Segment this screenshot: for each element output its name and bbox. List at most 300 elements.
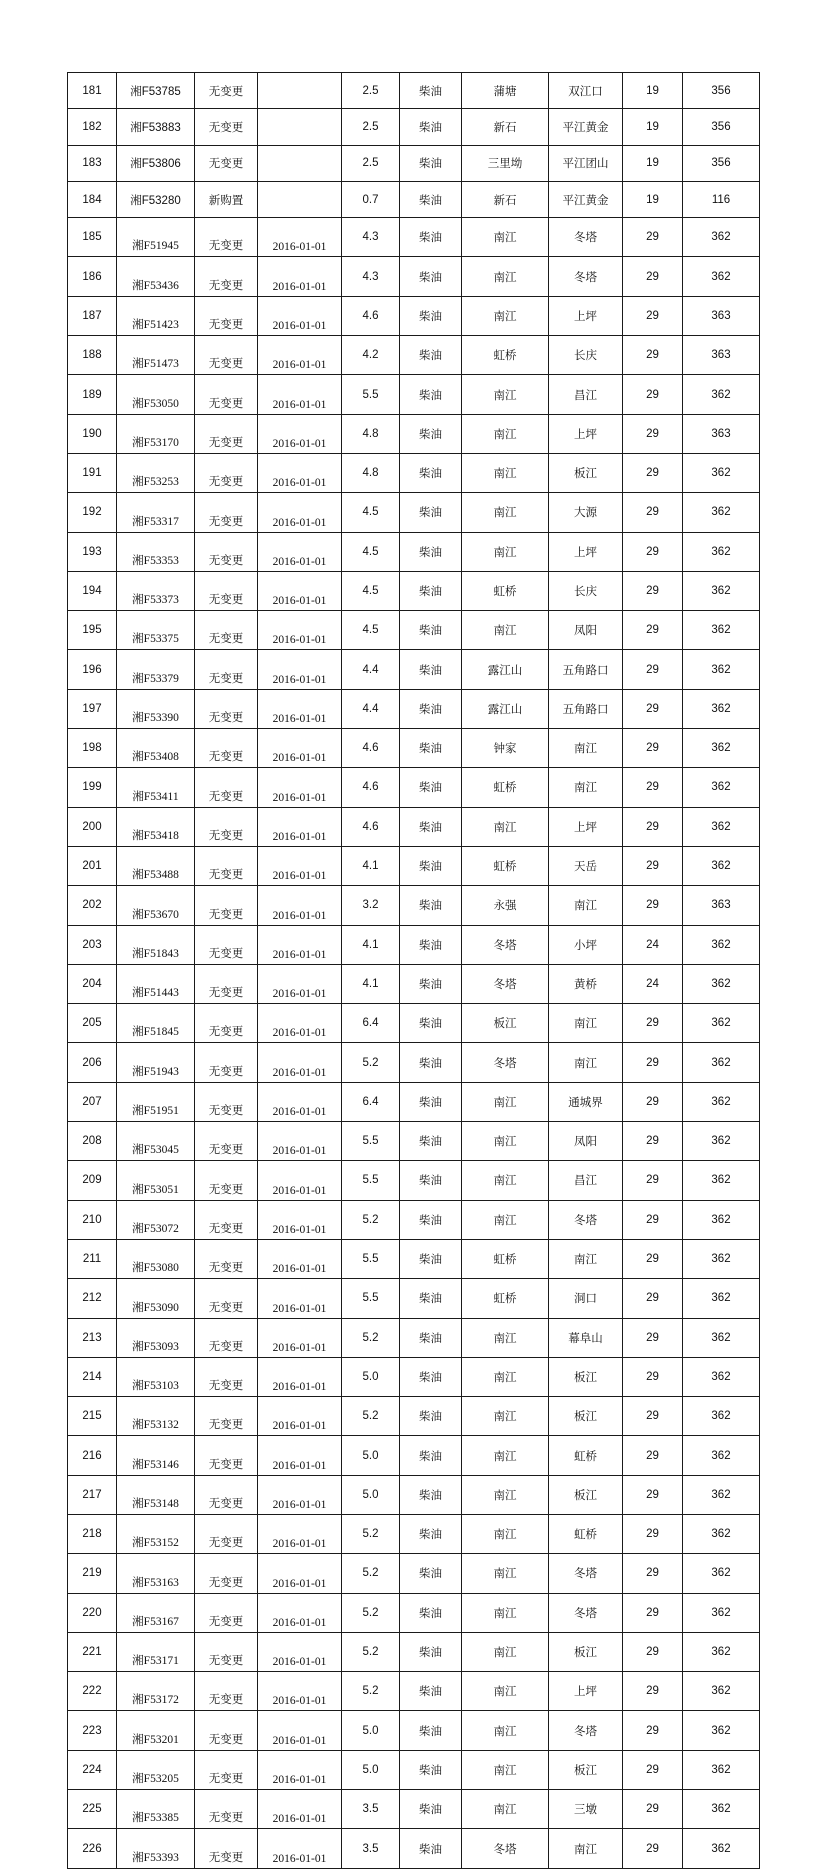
table-row [68,1004,760,1043]
tonnage-cell: 5.2 [342,1632,400,1671]
seats-cell: 29 [623,1004,683,1043]
distance-cell: 362 [683,964,760,1003]
table-row [68,1082,760,1121]
tonnage-cell: 5.0 [342,1475,400,1514]
seats-cell: 29 [623,1122,683,1161]
tonnage-cell: 5.5 [342,375,400,414]
plate-number-cell: 湘F53072 [117,1200,195,1239]
seats-cell: 29 [623,414,683,453]
date-cell: 2016-01-01 [258,1711,342,1750]
distance-cell: 362 [683,1632,760,1671]
table-row [68,846,760,885]
plate-number-cell: 湘F53045 [117,1122,195,1161]
seats-cell: 29 [623,807,683,846]
seats-cell: 29 [623,1790,683,1829]
tonnage-cell: 2.5 [342,109,400,145]
plate-number-cell: 湘F53171 [117,1632,195,1671]
date-cell: 2016-01-01 [258,1161,342,1200]
plate-number-cell: 湘F53253 [117,453,195,492]
table-row [68,768,760,807]
date-cell: 2016-01-01 [258,807,342,846]
distance-cell: 356 [683,73,760,109]
seats-cell: 29 [623,1672,683,1711]
distance-cell: 362 [683,1004,760,1043]
row-number-cell: 188 [68,336,117,375]
table-row [68,1632,760,1671]
table-row [68,145,760,181]
seats-cell: 29 [623,1514,683,1553]
plate-number-cell: 湘F53167 [117,1593,195,1632]
table-row [68,109,760,145]
destination-cell: 板江 [549,1357,623,1396]
seats-cell: 29 [623,453,683,492]
date-cell: 2016-01-01 [258,1750,342,1789]
tonnage-cell: 4.3 [342,257,400,296]
distance-cell: 363 [683,886,760,925]
seats-cell: 29 [623,1318,683,1357]
row-number-cell: 222 [68,1672,117,1711]
change-status-cell: 无变更 [195,145,258,181]
row-number-cell: 183 [68,145,117,181]
plate-number-cell: 湘F51945 [117,218,195,257]
date-cell: 2016-01-01 [258,1239,342,1278]
tonnage-cell: 4.6 [342,729,400,768]
date-cell: 2016-01-01 [258,1514,342,1553]
change-status-cell: 无变更 [195,611,258,650]
distance-cell: 362 [683,650,760,689]
tonnage-cell: 5.2 [342,1514,400,1553]
origin-cell: 南江 [462,414,549,453]
tonnage-cell: 5.2 [342,1672,400,1711]
change-status-cell: 无变更 [195,1829,258,1868]
tonnage-cell: 5.2 [342,1318,400,1357]
date-cell: 2016-01-01 [258,1082,342,1121]
destination-cell: 板江 [549,1397,623,1436]
table-row [68,1043,760,1082]
table-row [68,886,760,925]
fuel-type-cell: 柴油 [400,414,462,453]
fuel-type-cell: 柴油 [400,375,462,414]
table-row [68,1514,760,1553]
plate-number-cell: 湘F53353 [117,532,195,571]
tonnage-cell: 4.5 [342,611,400,650]
origin-cell: 虹桥 [462,1239,549,1278]
fuel-type-cell: 柴油 [400,1593,462,1632]
destination-cell: 南江 [549,886,623,925]
tonnage-cell: 5.2 [342,1554,400,1593]
table-row [68,1161,760,1200]
plate-number-cell: 湘F51473 [117,336,195,375]
tonnage-cell: 6.4 [342,1004,400,1043]
seats-cell: 29 [623,1043,683,1082]
plate-number-cell: 湘F53375 [117,611,195,650]
tonnage-cell: 3.5 [342,1790,400,1829]
date-cell: 2016-01-01 [258,1357,342,1396]
origin-cell: 南江 [462,1357,549,1396]
date-cell: 2016-01-01 [258,1593,342,1632]
date-cell: 2016-01-01 [258,336,342,375]
distance-cell: 362 [683,571,760,610]
row-number-cell: 218 [68,1514,117,1553]
origin-cell: 南江 [462,1554,549,1593]
row-number-cell: 204 [68,964,117,1003]
fuel-type-cell: 柴油 [400,453,462,492]
destination-cell: 南江 [549,1829,623,1868]
destination-cell: 冬塔 [549,257,623,296]
destination-cell: 上坪 [549,1672,623,1711]
plate-number-cell: 湘F53050 [117,375,195,414]
row-number-cell: 197 [68,689,117,728]
date-cell [258,109,342,145]
row-number-cell: 223 [68,1711,117,1750]
seats-cell: 19 [623,109,683,145]
origin-cell: 虹桥 [462,768,549,807]
date-cell: 2016-01-01 [258,846,342,885]
tonnage-cell: 5.5 [342,1161,400,1200]
plate-number-cell: 湘F51443 [117,964,195,1003]
date-cell: 2016-01-01 [258,1632,342,1671]
change-status-cell: 无变更 [195,1082,258,1121]
table-row [68,1593,760,1632]
row-number-cell: 195 [68,611,117,650]
seats-cell: 29 [623,1554,683,1593]
plate-number-cell: 湘F53488 [117,846,195,885]
date-cell: 2016-01-01 [258,1397,342,1436]
origin-cell: 露江山 [462,689,549,728]
tonnage-cell: 0.7 [342,181,400,217]
row-number-cell: 190 [68,414,117,453]
distance-cell: 362 [683,1593,760,1632]
plate-number-cell: 湘F53806 [117,145,195,181]
distance-cell: 116 [683,181,760,217]
destination-cell: 平江黄金 [549,181,623,217]
change-status-cell: 无变更 [195,689,258,728]
distance-cell: 362 [683,1475,760,1514]
table-row [68,964,760,1003]
distance-cell: 363 [683,414,760,453]
row-number-cell: 181 [68,73,117,109]
destination-cell: 长庆 [549,571,623,610]
origin-cell: 虹桥 [462,1279,549,1318]
origin-cell: 南江 [462,453,549,492]
change-status-cell: 无变更 [195,1004,258,1043]
date-cell: 2016-01-01 [258,1672,342,1711]
destination-cell: 平江黄金 [549,109,623,145]
change-status-cell: 新购置 [195,181,258,217]
change-status-cell: 无变更 [195,846,258,885]
distance-cell: 356 [683,145,760,181]
origin-cell: 南江 [462,611,549,650]
row-number-cell: 216 [68,1436,117,1475]
destination-cell: 南江 [549,768,623,807]
origin-cell: 南江 [462,1200,549,1239]
destination-cell: 小坪 [549,925,623,964]
seats-cell: 19 [623,145,683,181]
change-status-cell: 无变更 [195,964,258,1003]
table-row [68,1436,760,1475]
date-cell [258,73,342,109]
change-status-cell: 无变更 [195,532,258,571]
fuel-type-cell: 柴油 [400,1554,462,1593]
change-status-cell: 无变更 [195,1200,258,1239]
table-row [68,1554,760,1593]
plate-number-cell: 湘F53385 [117,1790,195,1829]
table-row [68,1829,760,1868]
change-status-cell: 无变更 [195,1711,258,1750]
plate-number-cell: 湘F51943 [117,1043,195,1082]
origin-cell: 冬塔 [462,1829,549,1868]
origin-cell: 南江 [462,1161,549,1200]
seats-cell: 29 [623,571,683,610]
origin-cell: 蒲塘 [462,73,549,109]
fuel-type-cell: 柴油 [400,1357,462,1396]
seats-cell: 29 [623,650,683,689]
tonnage-cell: 3.2 [342,886,400,925]
fuel-type-cell: 柴油 [400,493,462,532]
destination-cell: 大源 [549,493,623,532]
plate-number-cell: 湘F53436 [117,257,195,296]
seats-cell: 29 [623,886,683,925]
date-cell: 2016-01-01 [258,1004,342,1043]
seats-cell: 29 [623,1475,683,1514]
distance-cell: 362 [683,807,760,846]
change-status-cell: 无变更 [195,1475,258,1514]
change-status-cell: 无变更 [195,218,258,257]
origin-cell: 南江 [462,1593,549,1632]
origin-cell: 冬塔 [462,925,549,964]
tonnage-cell: 4.8 [342,453,400,492]
tonnage-cell: 2.5 [342,73,400,109]
change-status-cell: 无变更 [195,886,258,925]
seats-cell: 29 [623,218,683,257]
change-status-cell: 无变更 [195,1357,258,1396]
seats-cell: 29 [623,1397,683,1436]
tonnage-cell: 5.0 [342,1711,400,1750]
plate-number-cell: 湘F53390 [117,689,195,728]
tonnage-cell: 5.2 [342,1397,400,1436]
change-status-cell: 无变更 [195,1554,258,1593]
tonnage-cell: 5.2 [342,1593,400,1632]
distance-cell: 362 [683,1279,760,1318]
fuel-type-cell: 柴油 [400,1004,462,1043]
destination-cell: 幕阜山 [549,1318,623,1357]
destination-cell: 长庆 [549,336,623,375]
plate-number-cell: 湘F53418 [117,807,195,846]
fuel-type-cell: 柴油 [400,611,462,650]
seats-cell: 29 [623,1593,683,1632]
date-cell: 2016-01-01 [258,453,342,492]
distance-cell: 362 [683,1239,760,1278]
date-cell [258,181,342,217]
distance-cell: 362 [683,1082,760,1121]
origin-cell: 南江 [462,218,549,257]
origin-cell: 南江 [462,1475,549,1514]
table-row [68,611,760,650]
destination-cell: 冬塔 [549,1711,623,1750]
row-number-cell: 194 [68,571,117,610]
destination-cell: 虹桥 [549,1514,623,1553]
tonnage-cell: 4.6 [342,768,400,807]
row-number-cell: 225 [68,1790,117,1829]
date-cell [258,145,342,181]
destination-cell: 冬塔 [549,1593,623,1632]
table-row [68,689,760,728]
row-number-cell: 201 [68,846,117,885]
row-number-cell: 184 [68,181,117,217]
destination-cell: 冬塔 [549,218,623,257]
distance-cell: 362 [683,925,760,964]
seats-cell: 29 [623,1711,683,1750]
tonnage-cell: 4.1 [342,925,400,964]
date-cell: 2016-01-01 [258,650,342,689]
distance-cell: 362 [683,1357,760,1396]
destination-cell: 三墩 [549,1790,623,1829]
seats-cell: 29 [623,1829,683,1868]
row-number-cell: 211 [68,1239,117,1278]
fuel-type-cell: 柴油 [400,336,462,375]
distance-cell: 362 [683,729,760,768]
plate-number-cell: 湘F53280 [117,181,195,217]
fuel-type-cell: 柴油 [400,1475,462,1514]
date-cell: 2016-01-01 [258,1554,342,1593]
fuel-type-cell: 柴油 [400,532,462,571]
seats-cell: 19 [623,181,683,217]
fuel-type-cell: 柴油 [400,1436,462,1475]
table-row [68,296,760,335]
tonnage-cell: 5.2 [342,1043,400,1082]
tonnage-cell: 4.5 [342,571,400,610]
tonnage-cell: 4.4 [342,650,400,689]
seats-cell: 29 [623,493,683,532]
distance-cell: 362 [683,1554,760,1593]
date-cell: 2016-01-01 [258,1475,342,1514]
date-cell: 2016-01-01 [258,218,342,257]
fuel-type-cell: 柴油 [400,964,462,1003]
table-row [68,257,760,296]
seats-cell: 29 [623,1082,683,1121]
destination-cell: 天岳 [549,846,623,885]
distance-cell: 363 [683,336,760,375]
distance-cell: 362 [683,1711,760,1750]
date-cell: 2016-01-01 [258,414,342,453]
distance-cell: 362 [683,689,760,728]
destination-cell: 南江 [549,1043,623,1082]
origin-cell: 南江 [462,375,549,414]
tonnage-cell: 4.5 [342,532,400,571]
change-status-cell: 无变更 [195,1279,258,1318]
fuel-type-cell: 柴油 [400,729,462,768]
seats-cell: 29 [623,375,683,414]
table-row [68,453,760,492]
seats-cell: 29 [623,532,683,571]
change-status-cell: 无变更 [195,414,258,453]
distance-cell: 356 [683,109,760,145]
date-cell: 2016-01-01 [258,1043,342,1082]
row-number-cell: 208 [68,1122,117,1161]
date-cell: 2016-01-01 [258,925,342,964]
change-status-cell: 无变更 [195,375,258,414]
origin-cell: 冬塔 [462,964,549,1003]
seats-cell: 24 [623,925,683,964]
row-number-cell: 215 [68,1397,117,1436]
date-cell: 2016-01-01 [258,1122,342,1161]
plate-number-cell: 湘F51951 [117,1082,195,1121]
plate-number-cell: 湘F51423 [117,296,195,335]
change-status-cell: 无变更 [195,1239,258,1278]
date-cell: 2016-01-01 [258,1200,342,1239]
change-status-cell: 无变更 [195,1043,258,1082]
row-number-cell: 196 [68,650,117,689]
seats-cell: 29 [623,689,683,728]
fuel-type-cell: 柴油 [400,181,462,217]
plate-number-cell: 湘F53411 [117,768,195,807]
row-number-cell: 214 [68,1357,117,1396]
table-row [68,1279,760,1318]
fuel-type-cell: 柴油 [400,571,462,610]
change-status-cell: 无变更 [195,336,258,375]
plate-number-cell: 湘F53205 [117,1750,195,1789]
table-row [68,1475,760,1514]
table-row [68,1672,760,1711]
distance-cell: 362 [683,1514,760,1553]
plate-number-cell: 湘F53883 [117,109,195,145]
origin-cell: 板江 [462,1004,549,1043]
destination-cell: 平江团山 [549,145,623,181]
origin-cell: 南江 [462,1750,549,1789]
table-row [68,925,760,964]
plate-number-cell: 湘F53148 [117,1475,195,1514]
row-number-cell: 200 [68,807,117,846]
distance-cell: 362 [683,1200,760,1239]
tonnage-cell: 3.5 [342,1829,400,1868]
fuel-type-cell: 柴油 [400,1161,462,1200]
change-status-cell: 无变更 [195,73,258,109]
destination-cell: 五角路口 [549,650,623,689]
change-status-cell: 无变更 [195,1318,258,1357]
tonnage-cell: 4.1 [342,846,400,885]
change-status-cell: 无变更 [195,1122,258,1161]
seats-cell: 29 [623,1357,683,1396]
fuel-type-cell: 柴油 [400,689,462,728]
table-row [68,1318,760,1357]
row-number-cell: 213 [68,1318,117,1357]
change-status-cell: 无变更 [195,571,258,610]
tonnage-cell: 4.4 [342,689,400,728]
distance-cell: 362 [683,768,760,807]
origin-cell: 虹桥 [462,336,549,375]
origin-cell: 南江 [462,1790,549,1829]
fuel-type-cell: 柴油 [400,109,462,145]
tonnage-cell: 4.2 [342,336,400,375]
row-number-cell: 221 [68,1632,117,1671]
origin-cell: 三里坳 [462,145,549,181]
origin-cell: 永强 [462,886,549,925]
plate-number-cell: 湘F53379 [117,650,195,689]
origin-cell: 南江 [462,532,549,571]
plate-number-cell: 湘F53132 [117,1397,195,1436]
tonnage-cell: 5.0 [342,1750,400,1789]
change-status-cell: 无变更 [195,1514,258,1553]
origin-cell: 虹桥 [462,846,549,885]
table-row [68,414,760,453]
row-number-cell: 203 [68,925,117,964]
destination-cell: 上坪 [549,532,623,571]
origin-cell: 新石 [462,181,549,217]
fuel-type-cell: 柴油 [400,145,462,181]
row-number-cell: 199 [68,768,117,807]
tonnage-cell: 4.6 [342,296,400,335]
tonnage-cell: 6.4 [342,1082,400,1121]
